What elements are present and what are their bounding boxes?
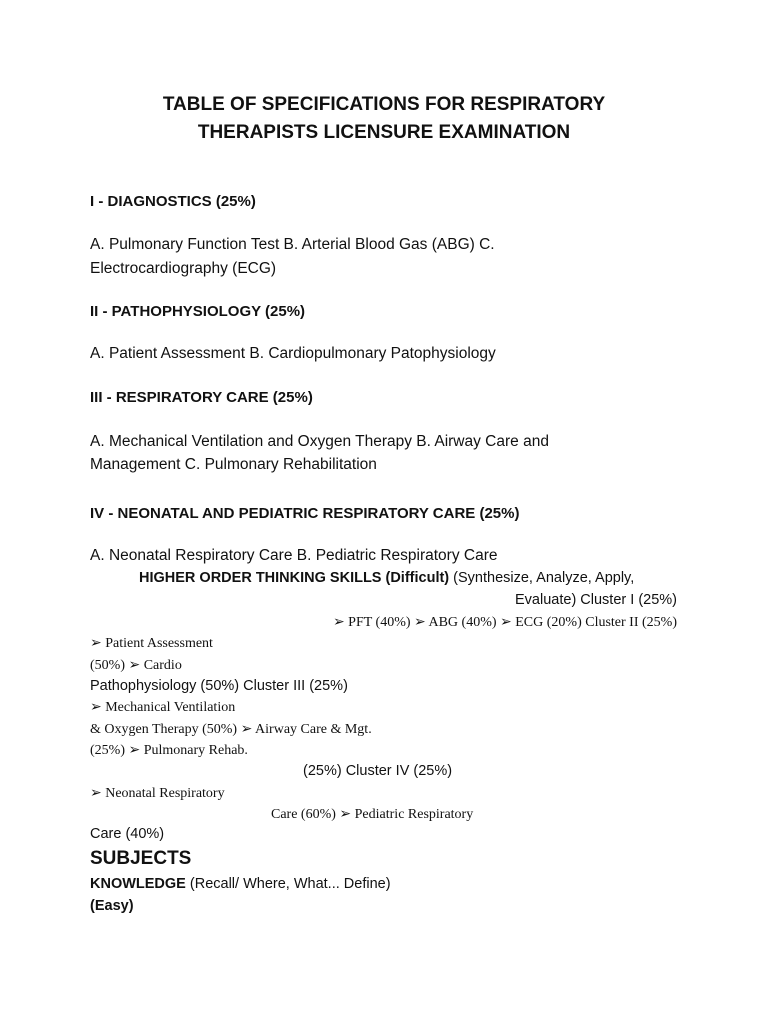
knowledge-rest: (Recall/ Where, What... Define) [185,876,391,892]
subjects-heading: SUBJECTS [90,848,192,869]
cluster-line-7: (25%) ➢ Pulmonary Rehab. [90,743,248,758]
easy-label: (Easy) [90,898,134,914]
cluster-line-8: (25%) Cluster IV (25%) [303,763,453,779]
section-text-diagnostics-2: Electrocardiography (ECG) [90,260,277,277]
cluster-line-5: ➢ Mechanical Ventilation [90,700,236,715]
cluster-line-6: & Oxygen Therapy (50%) ➢ Airway Care & Mgt. [90,722,372,737]
cluster-line-2: ➢ Patient Assessment [90,636,213,651]
cluster-line-10: Care (60%) ➢ Pediatric Respiratory [271,807,474,822]
hots-rest: (Synthesize, Analyze, Apply, [449,570,635,586]
cluster-line-1: ➢ PFT (40%) ➢ ABG (40%) ➢ ECG (20%) Cluster II (25%) [332,615,677,630]
cluster-line-4: Pathophysiology (50%) Cluster III (25%) [90,678,348,694]
section-text-pathophysiology: A. Patient Assessment B. Cardiopulmonary Patophysiology [90,345,496,362]
cluster-line-9: ➢ Neonatal Respiratory [90,786,225,801]
doc-title-line-1: TABLE OF SPECIFICATIONS FOR RESPIRATORY [162,94,606,115]
doc-title-line-2: THERAPISTS LICENSURE EXAMINATION [197,122,571,143]
section-heading-respiratory-care: III - RESPIRATORY CARE (25%) [90,389,313,406]
knowledge-line [90,876,391,892]
hots-line-1 [139,570,634,586]
hots-bold-label: HIGHER ORDER THINKING SKILLS (Difficult) [139,570,450,586]
section-text-respiratory-care-1: A. Mechanical Ventilation and Oxygen Therapy B. Airway Care and [90,433,549,450]
knowledge-bold-label: KNOWLEDGE [90,876,186,892]
section-heading-neonatal: IV - NEONATAL AND PEDIATRIC RESPIRATORY CARE (25%) [90,505,520,522]
section-text-neonatal: A. Neonatal Respiratory Care B. Pediatric Respiratory Care [90,547,498,564]
cluster-line-11: Care (40%) [90,826,165,842]
section-text-diagnostics-1: A. Pulmonary Function Test B. Arterial Blood Gas (ABG) C. [90,236,495,253]
section-heading-diagnostics: I - DIAGNOSTICS (25%) [90,193,256,210]
section-text-respiratory-care-2: Management C. Pulmonary Rehabilitation [90,456,377,473]
section-heading-pathophysiology: II - PATHOPHYSIOLOGY (25%) [90,303,306,320]
hots-line-2: Evaluate) Cluster I (25%) [515,592,677,608]
cluster-line-3: (50%) ➢ Cardio [90,658,182,673]
